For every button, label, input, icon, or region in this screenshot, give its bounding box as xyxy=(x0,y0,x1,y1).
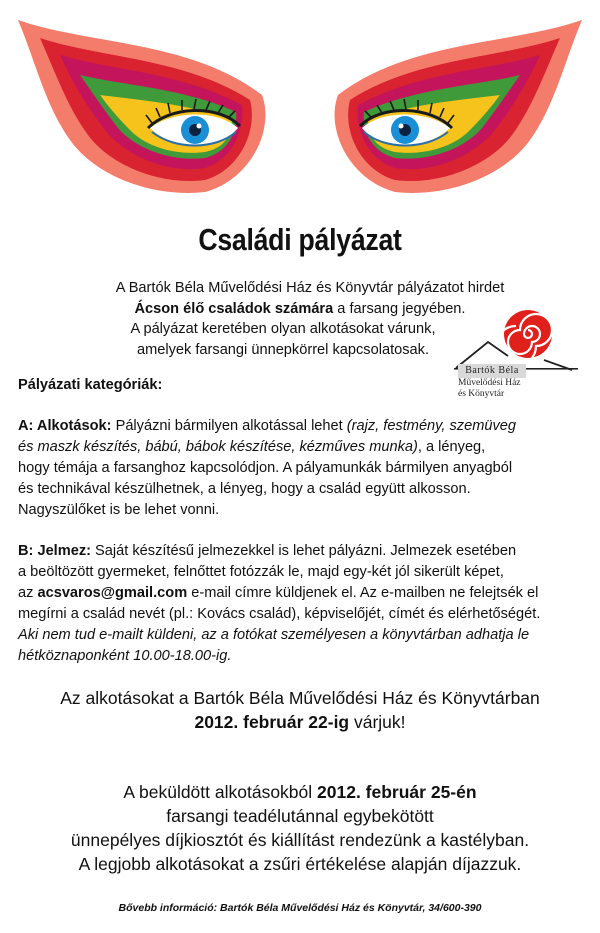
logo-subtitle xyxy=(458,378,558,400)
category-a-paragraph xyxy=(18,416,578,521)
category-b-line-3-post: e-mail címre küldjenek el. Az e-mailben ne felejtsék el xyxy=(187,585,539,601)
category-a-label: A: Alkotások: xyxy=(18,418,112,434)
category-b-line-1 xyxy=(18,541,578,562)
award-line-2: farsangi teadélutánnal egybekötött xyxy=(166,806,434,826)
deadline-line-1: Az alkotásokat a Bartók Béla Művelődési Ház és Könyvtárban xyxy=(60,688,540,708)
intro-line-1: A Bartók Béla Művelődési Ház és Könyvtár pályázatot hirdet xyxy=(115,280,505,296)
deadline-line-2-rest: várjuk! xyxy=(349,712,406,732)
award-date: 2012. február 25-én xyxy=(317,782,477,802)
category-b-line-4: megírni a család nevét (pl.: Kovács család), képviselőjét, címét és elérhetőségét. xyxy=(18,606,541,622)
category-b-text-1: Saját készítésű jelmezekkel is lehet pályázni. Jelmezek esetében xyxy=(91,543,517,559)
award-line-1 xyxy=(0,780,600,804)
intro-line-4: amelyek farsangi ünnepkörrel kapcsolatosak. xyxy=(136,341,430,358)
award-line-1-pre: A beküldött alkotásokból xyxy=(123,782,318,802)
left-mask-eye xyxy=(18,20,265,193)
category-a-text-2: , a lényeg, xyxy=(417,439,486,455)
category-a-line-4: és technikával készülhetnek, a lényeg, hogy a család együtt alkosson. xyxy=(18,481,471,497)
right-mask-eye xyxy=(335,20,582,193)
category-a-line-5: Nagyszülőket is be lehet vonni. xyxy=(18,502,220,518)
intro-line-3: A pályázat keretében olyan alkotásokat várunk, xyxy=(130,321,436,337)
category-a-text-1: Pályázni bármilyen alkotással lehet xyxy=(111,418,347,434)
logo-name: Bartók Béla xyxy=(458,364,526,378)
deadline-date: 2012. február 22-ig xyxy=(194,712,350,732)
deadline-notice xyxy=(0,686,600,734)
category-b-label: B: Jelmez: xyxy=(18,543,91,559)
deadline-line-2 xyxy=(0,710,600,734)
categories-heading: Pályázati kategóriák: xyxy=(18,377,163,393)
category-a-line-3: hogy témája a farsanghoz kapcsolódjon. A pályamunkák bármilyen anyagból xyxy=(18,460,513,476)
category-b-paragraph xyxy=(18,541,578,667)
intro-target-bold: Ácson élő családok számára xyxy=(134,300,334,317)
intro-line-2-rest: a farsang jegyében. xyxy=(333,300,466,317)
category-a-line-1 xyxy=(18,416,578,437)
award-notice xyxy=(0,780,600,876)
page-title: Családi pályázat xyxy=(198,222,402,257)
footer-info: Bővebb információ: Bartók Béla Művelődési Ház és Könyvtár, 34/600-390 xyxy=(118,902,482,914)
award-line-4: A legjobb alkotásokat a zsűri értékelése alapján díjazzuk. xyxy=(78,854,522,874)
category-b-line-3-pre: az xyxy=(18,585,38,601)
award-line-3: ünnepélyes díjkiosztót és kiállítást rendezünk a kastélyban. xyxy=(70,830,530,850)
logo-subtitle-line-2: és Könyvtár xyxy=(458,389,505,399)
category-b-line-3 xyxy=(18,583,578,604)
logo-subtitle-line-1: Művelődési Ház xyxy=(458,378,521,388)
category-a-line-2 xyxy=(18,437,578,458)
spiral-rose-icon xyxy=(496,310,552,366)
category-b-line-2: a beöltözött gyermeket, felnőttet fotózzák le, majd egy-két jól sikerült képet, xyxy=(18,564,504,580)
contact-email[interactable]: acsvaros@gmail.com xyxy=(37,585,188,601)
carnival-masks-illustration xyxy=(0,0,600,200)
category-a-italic-1: (rajz, festmény, szemüveg xyxy=(346,418,517,434)
category-a-italic-2: és maszk készítés, bábú, bábok készítése, kézműves munka) xyxy=(18,439,418,455)
category-b-italic-1: Aki nem tud e-mailt küldeni, az a fotókat személyesen a könyvtárban adhatja le xyxy=(18,627,530,643)
category-b-italic-2: hétköznaponként 10.00-18.00-ig. xyxy=(18,648,232,664)
